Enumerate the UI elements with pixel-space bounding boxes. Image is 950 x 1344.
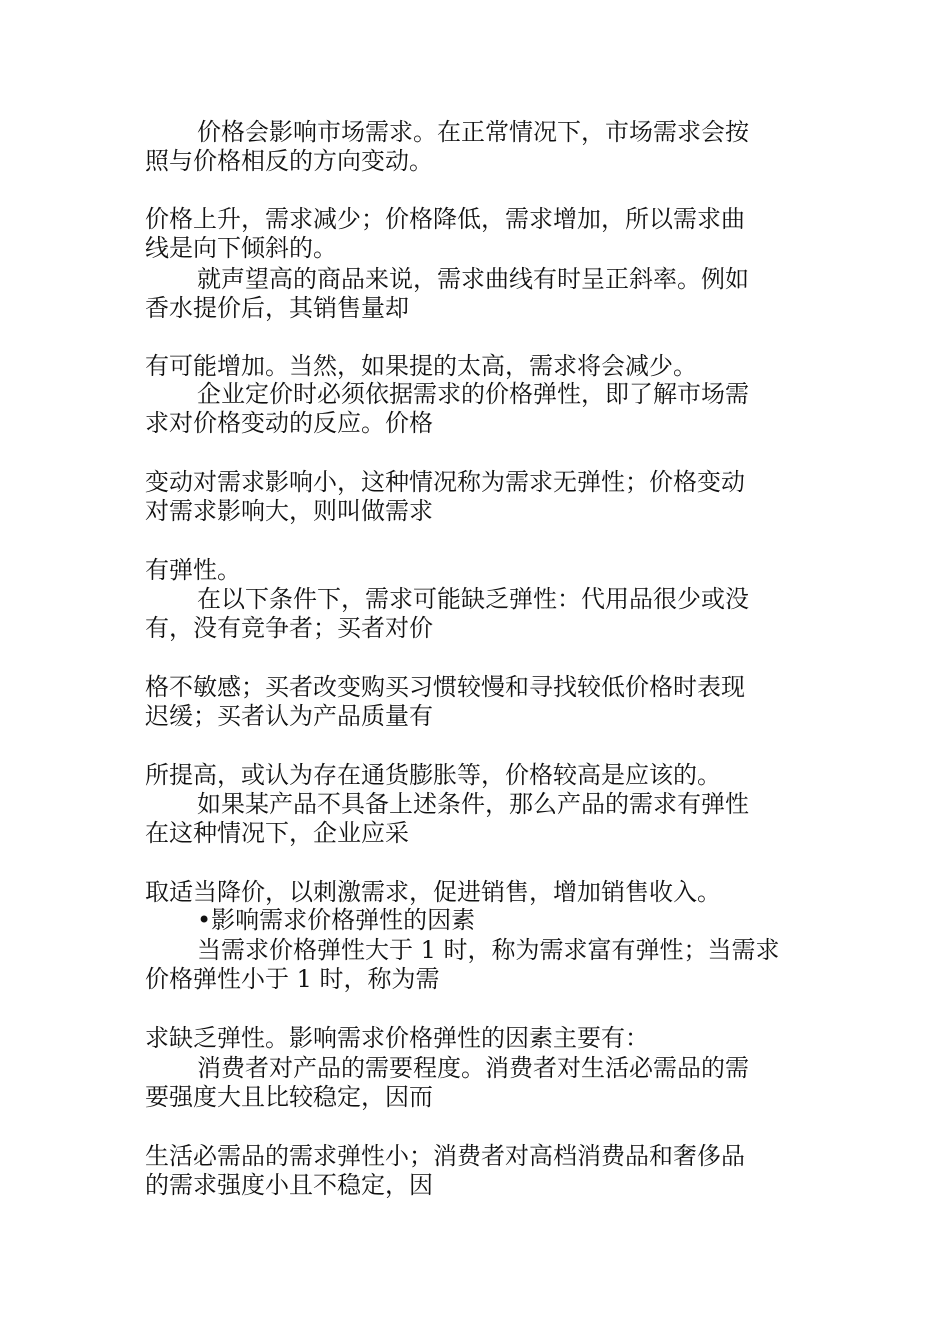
text-line: 求缺乏弹性。影响需求价格弹性的因素主要有： [145,1024,649,1052]
text-line: 如果某产品不具备上述条件，那么产品的需求有弹性 [197,790,749,818]
text-line: 对需求影响大，则叫做需求 [145,497,433,525]
text-line: 价格会影响市场需求。在正常情况下，市场需求会按 [197,118,749,146]
text-line: 在这种情况下，企业应采 [145,819,409,847]
text-line: 线是向下倾斜的。 [145,234,337,262]
text-line: 香水提价后，其销售量却 [145,294,409,322]
text-line: 求对价格变动的反应。价格 [145,409,433,437]
text-line: 价格上升，需求减少；价格降低，需求增加，所以需求曲 [145,205,745,233]
text-line: 消费者对产品的需要程度。消费者对生活必需品的需 [197,1054,749,1082]
text-line: 照与价格相反的方向变动。 [145,147,433,175]
text-line: 有可能增加。当然，如果提的太高，需求将会减少。 [145,352,697,380]
text-line: 企业定价时必须依据需求的价格弹性，即了解市场需 [197,380,749,408]
text-line: 取适当降价，以刺激需求，促进销售，增加销售收入。 [145,878,721,906]
text-line: 的需求强度小且不稳定，因 [145,1171,433,1199]
text-line: 要强度大且比较稳定，因而 [145,1083,433,1111]
section-heading: •影响需求价格弹性的因素 [197,906,476,934]
text-line: 生活必需品的需求弹性小；消费者对高档消费品和奢侈品 [145,1142,745,1170]
text-line: 价格弹性小于 1 时，称为需 [145,965,440,993]
text-line: 变动对需求影响小，这种情况称为需求无弹性；价格变动 [145,468,745,496]
text-line: 有，没有竞争者；买者对价 [145,614,433,642]
text-line: 在以下条件下，需求可能缺乏弹性：代用品很少或没 [197,585,749,613]
text-line: 当需求价格弹性大于 1 时，称为需求富有弹性；当需求 [197,936,780,964]
text-line: 迟缓；买者认为产品质量有 [145,702,433,730]
text-line: 有弹性。 [145,556,241,584]
text-line: 就声望高的商品来说，需求曲线有时呈正斜率。例如 [197,265,749,293]
text-line: 格不敏感；买者改变购买习惯较慢和寻找较低价格时表现 [145,673,745,701]
text-line: 所提高，或认为存在通货膨胀等，价格较高是应该的。 [145,761,721,789]
